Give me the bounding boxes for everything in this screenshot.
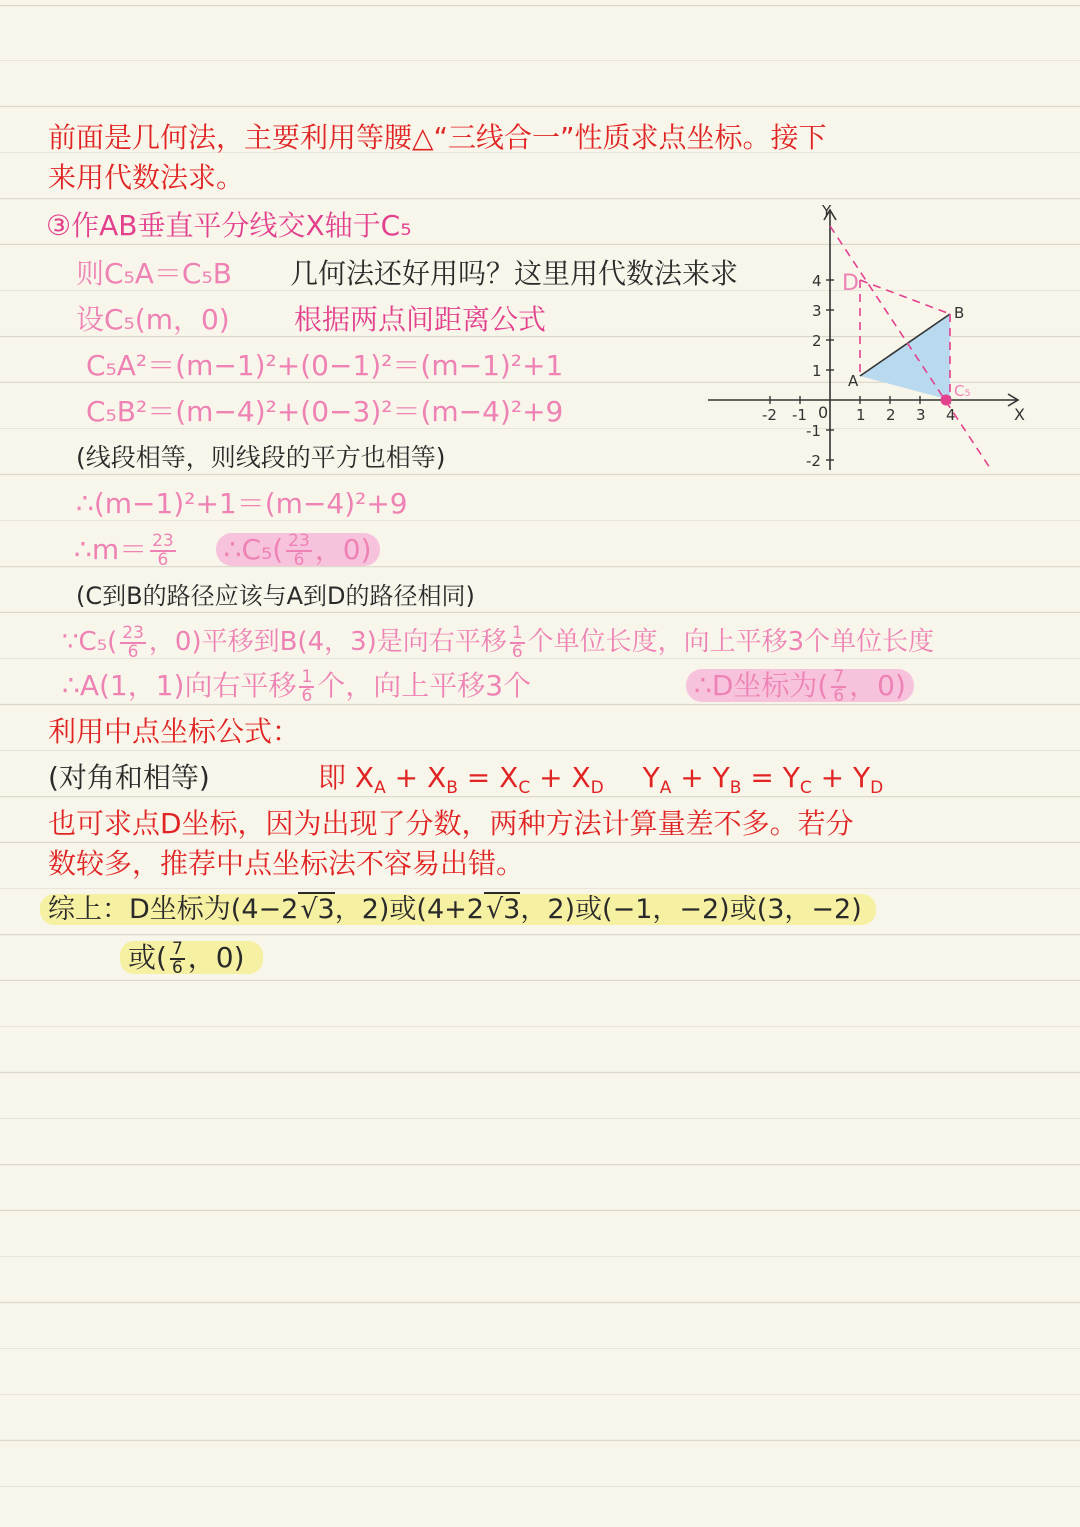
construction-lines xyxy=(830,226,990,468)
fraction-1-6 xyxy=(510,622,525,662)
c5a-squared-eq xyxy=(86,348,563,384)
frac-den: 6 xyxy=(293,550,305,570)
solution-m-line xyxy=(74,528,380,572)
c5b-squared-eq xyxy=(86,394,563,430)
frac-den: 6 xyxy=(833,686,845,706)
x-tick-label: 2 xyxy=(886,406,896,424)
segment-db xyxy=(860,280,950,314)
distance-formula-label: 根据两点间距离公式 xyxy=(294,303,547,336)
x-axis-label: X xyxy=(1014,405,1025,424)
fraction-7-6 xyxy=(831,669,846,705)
shift-a: ∴A(1，1)向右平移 xyxy=(62,669,297,702)
x-tick-labels xyxy=(762,406,956,424)
x-tick-label: -2 xyxy=(762,406,777,424)
sub-b: B xyxy=(446,778,458,798)
sub-b: B xyxy=(729,778,742,798)
ya: Y xyxy=(642,761,660,794)
y-tick-labels xyxy=(806,272,822,470)
midpoint-formula: 即 $X_A + X_B = X_C + X_D$ $Y_A + Y_B = Y_C + Y_D$ xyxy=(318,761,884,798)
frac-num: 1 xyxy=(301,667,313,687)
frac-den: 6 xyxy=(157,550,169,570)
therefore-equation: ∴(m−1)²+1＝(m−4)²+9 xyxy=(76,487,408,520)
coordinate-graph xyxy=(700,196,1040,480)
summary-a: 综上：D坐标为(4−2 xyxy=(48,894,299,925)
y-tick-label: 3 xyxy=(812,302,822,320)
yc: Y xyxy=(782,761,800,794)
triangle-fill xyxy=(860,314,950,400)
xd: X xyxy=(571,761,591,794)
y-formula: $Y_A + Y_B = Y_C + Y_D$ xyxy=(642,761,884,798)
y-axis-label: Y xyxy=(822,202,832,220)
label-c5: C₅ xyxy=(954,382,971,400)
xc: X xyxy=(499,761,519,794)
summary-b: ，2)或(4+2 xyxy=(334,894,484,925)
label-a: A xyxy=(848,372,859,390)
y-tick-label: -1 xyxy=(806,422,821,440)
frac-den: 6 xyxy=(511,641,523,662)
intro-line-2: 来用代数法求。 xyxy=(48,161,245,194)
xa: X xyxy=(354,761,375,794)
diagonal-note: (对角和相等) xyxy=(48,761,210,794)
yb: Y xyxy=(712,761,730,794)
c5-open: ∴C₅( xyxy=(223,533,284,566)
translate-b: ，0)平移到B(4，3)是向右平移 xyxy=(148,627,507,657)
c5b-rhs: (m−4)²+(0−3)²＝(m−4)²+9 xyxy=(175,395,564,428)
fraction-7-6-b xyxy=(170,941,185,977)
method-question: 几何法还好用吗？这里用代数法来求 xyxy=(290,257,739,290)
frac-den: 6 xyxy=(127,641,139,662)
summary-e: ，0) xyxy=(187,941,245,974)
y-tick-label: 2 xyxy=(812,332,822,350)
fraction-23-6-b xyxy=(286,533,312,569)
sub-a: A xyxy=(374,778,386,798)
sub-d: D xyxy=(870,778,884,798)
shift-b: 个，向上平移3个 xyxy=(317,669,532,702)
ji-label: 即 xyxy=(318,761,347,794)
c5a-rhs: (m−1)²+(0−1)²＝(m−1)²+1 xyxy=(175,349,564,382)
frac-den: 6 xyxy=(171,958,183,978)
xb: X xyxy=(427,761,447,794)
summary-c: ，2)或(−1，−2)或(3，−2) xyxy=(520,894,862,925)
equal-distance-line: 则C₅A＝C₅B xyxy=(76,257,232,290)
y-tick-label: 1 xyxy=(812,362,822,380)
fraction-23-6 xyxy=(150,533,176,569)
translate-line xyxy=(62,620,934,664)
summary-line-1 xyxy=(40,892,876,928)
note-square: (线段相等，则线段的平方也相等) xyxy=(76,443,446,472)
label-d: D xyxy=(842,271,859,296)
origin-label: 0 xyxy=(818,403,829,422)
frac-den: 6 xyxy=(301,686,313,706)
translate-c: 个单位长度，向上平移3个单位长度 xyxy=(527,627,935,657)
translate-a: ∵C₅( xyxy=(62,627,118,657)
midpoint-note-1: 也可求点D坐标，因为出现了分数，两种方法计算量差不多。若分 xyxy=(48,807,854,840)
sub-a: A xyxy=(659,778,672,798)
x-tick-label: 1 xyxy=(856,406,866,424)
m-equals: ∴m＝ xyxy=(74,533,148,566)
x-tick-label: 4 xyxy=(946,406,956,424)
sub-d: D xyxy=(590,778,604,798)
frac-num: 7 xyxy=(171,939,183,959)
d-close: ，0) xyxy=(849,669,906,702)
y-tick-label: 4 xyxy=(812,272,822,290)
perpendicular-bisector xyxy=(830,226,990,468)
sub-c: C xyxy=(518,778,531,798)
yd: Y xyxy=(852,761,871,794)
summary-line-2 xyxy=(120,936,263,980)
frac-num: 23 xyxy=(152,531,174,551)
sub-c: C xyxy=(799,778,812,798)
x-tick-label: -1 xyxy=(792,406,807,424)
note-path: (C到B的路径应该与A到D的路径相同) xyxy=(76,582,475,610)
c5-close: ，0) xyxy=(314,533,372,566)
d-open: ∴D坐标为( xyxy=(694,669,829,702)
point-c5 xyxy=(941,395,952,406)
midpoint-title: 利用中点坐标公式： xyxy=(48,715,301,748)
step-heading: ③作AB垂直平分线交X轴于C₅ xyxy=(46,209,412,242)
sqrt3-a: √3 xyxy=(300,894,335,925)
set-c5-line: 设C₅(m，0) xyxy=(76,303,230,336)
d-result xyxy=(686,664,914,708)
x-tick-label: 3 xyxy=(916,406,926,424)
intro-line-1: 前面是几何法，主要利用等腰△“三线合一”性质求点坐标。接下 xyxy=(48,121,827,154)
midpoint-note-2: 数较多，推荐中点坐标法不容易出错。 xyxy=(48,847,525,880)
c5a-lhs: C₅A²＝ xyxy=(86,349,176,382)
fraction-1-6-b xyxy=(299,669,314,705)
label-b: B xyxy=(954,304,965,322)
frac-num: 23 xyxy=(288,531,310,551)
frac-num: 1 xyxy=(511,622,523,643)
c5-result xyxy=(216,531,380,570)
shift-line xyxy=(62,664,531,708)
sqrt3-b: √3 xyxy=(485,894,521,925)
c5b-lhs: C₅B²＝ xyxy=(86,395,176,428)
summary-d: 或( xyxy=(128,941,167,974)
frac-num: 7 xyxy=(833,667,845,687)
y-tick-label: -2 xyxy=(806,452,821,470)
fraction-23-6-c xyxy=(120,622,146,662)
frac-num: 23 xyxy=(122,622,144,643)
